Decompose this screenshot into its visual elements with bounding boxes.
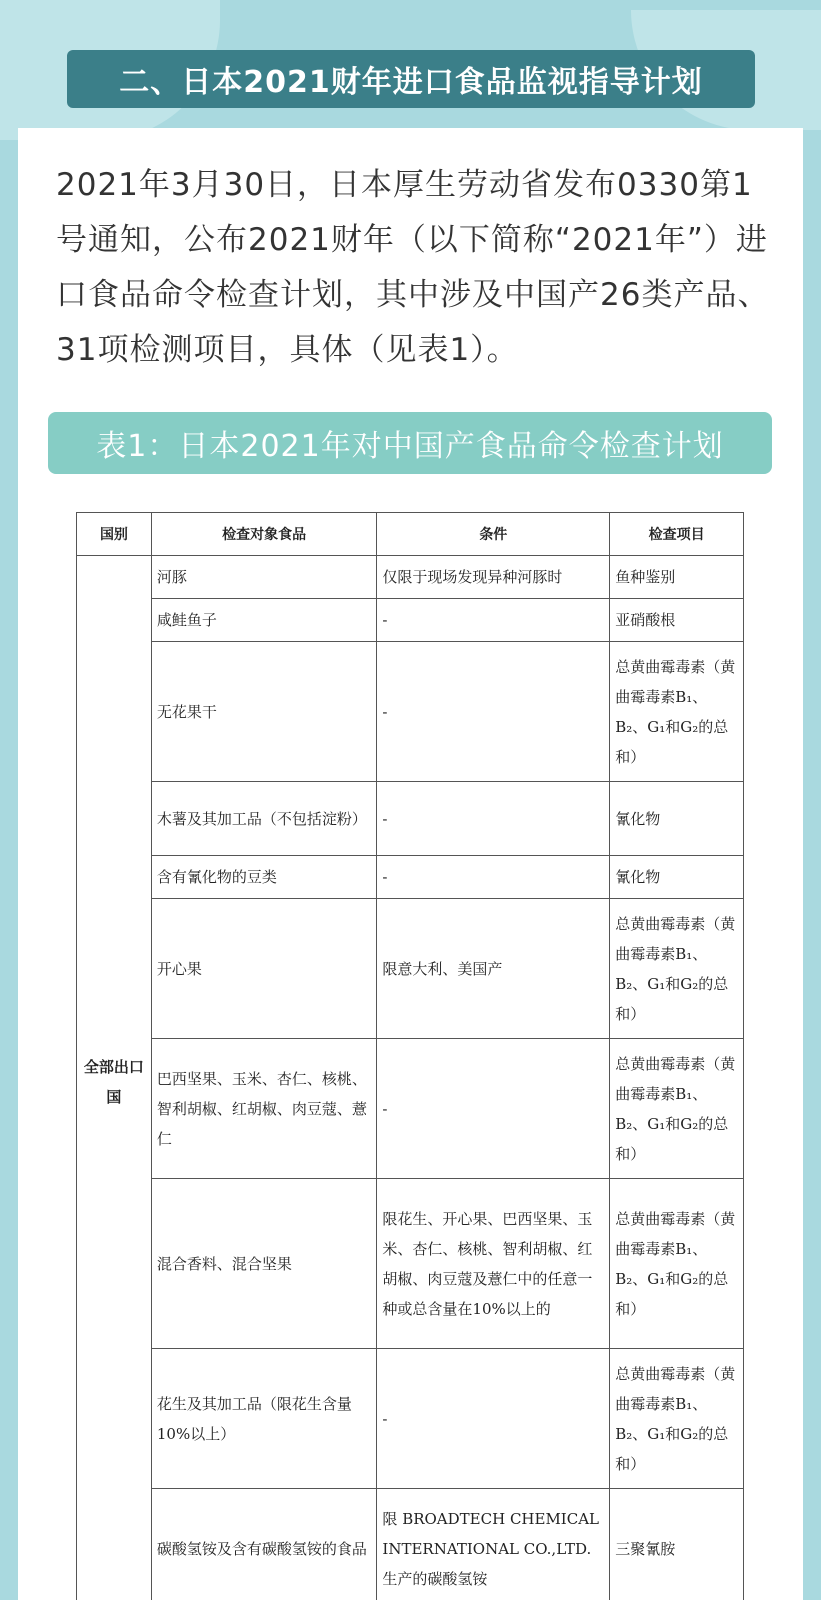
condition-cell: 限意大利、美国产 bbox=[377, 899, 610, 1039]
table-row bbox=[77, 856, 744, 899]
item-cell: 氰化物 bbox=[610, 782, 744, 856]
item-cell: 鱼种鉴别 bbox=[610, 556, 744, 599]
header-condition: 条件 bbox=[377, 513, 610, 556]
inspection-plan-table bbox=[76, 512, 744, 1600]
item-cell: 总黄曲霉毒素（黄曲霉毒素B₁、B₂、G₁和G₂的总和） bbox=[610, 1179, 744, 1349]
condition-cell: - bbox=[377, 599, 610, 642]
food-cell: 木薯及其加工品（不包括淀粉） bbox=[151, 782, 377, 856]
item-cell: 亚硝酸根 bbox=[610, 599, 744, 642]
food-cell: 无花果干 bbox=[151, 642, 377, 782]
condition-cell: 限花生、开心果、巴西坚果、玉米、杏仁、核桃、智利胡椒、红胡椒、肉豆蔻及薏仁中的任意一种或总含量在10%以上的 bbox=[377, 1179, 610, 1349]
table-row bbox=[77, 642, 744, 782]
food-cell: 开心果 bbox=[151, 899, 377, 1039]
header-country: 国别 bbox=[77, 513, 152, 556]
table-row bbox=[77, 782, 744, 856]
food-cell: 咸鲑鱼子 bbox=[151, 599, 377, 642]
food-cell: 巴西坚果、玉米、杏仁、核桃、智利胡椒、红胡椒、肉豆蔻、薏仁 bbox=[151, 1039, 377, 1179]
table-header-row bbox=[77, 513, 744, 556]
food-cell: 混合香料、混合坚果 bbox=[151, 1179, 377, 1349]
food-cell: 河豚 bbox=[151, 556, 377, 599]
header-food: 检查对象食品 bbox=[151, 513, 377, 556]
header-item: 检查项目 bbox=[610, 513, 744, 556]
table-row bbox=[77, 1349, 744, 1489]
condition-cell: - bbox=[377, 1349, 610, 1489]
item-cell: 总黄曲霉毒素（黄曲霉毒素B₁、B₂、G₁和G₂的总和） bbox=[610, 642, 744, 782]
item-cell: 氰化物 bbox=[610, 856, 744, 899]
condition-cell: - bbox=[377, 642, 610, 782]
country-cell: 全部出口国 bbox=[77, 556, 152, 1600]
food-cell: 含有氰化物的豆类 bbox=[151, 856, 377, 899]
table-row bbox=[77, 599, 744, 642]
condition-cell: - bbox=[377, 1039, 610, 1179]
table-row bbox=[77, 1179, 744, 1349]
table-row bbox=[77, 1039, 744, 1179]
intro-paragraph: 2021年3月30日，日本厚生劳动省发布0330第1号通知，公布2021财年（以下简称“2021年”）进口食品命令检查计划，其中涉及中国产26类产品、31项检测项目，具体（见表1）。 bbox=[56, 167, 770, 368]
item-cell: 总黄曲霉毒素（黄曲霉毒素B₁、B₂、G₁和G₂的总和） bbox=[610, 899, 744, 1039]
condition-cell: 限 BROADTECH CHEMICAL INTERNATIONAL CO.,LTD.生产的碳酸氢铵 bbox=[377, 1489, 610, 1600]
condition-cell: - bbox=[377, 782, 610, 856]
condition-cell: 仅限于现场发现异种河豚时 bbox=[377, 556, 610, 599]
item-cell: 总黄曲霉毒素（黄曲霉毒素B₁、B₂、G₁和G₂的总和） bbox=[610, 1039, 744, 1179]
condition-cell: - bbox=[377, 856, 610, 899]
section-title: 二、日本2021财年进口食品监视指导计划 bbox=[67, 50, 755, 108]
item-cell: 三聚氰胺 bbox=[610, 1489, 744, 1600]
table-row bbox=[77, 556, 744, 599]
table-row bbox=[77, 1489, 744, 1600]
food-cell: 花生及其加工品（限花生含量 10%以上） bbox=[151, 1349, 377, 1489]
item-cell: 总黄曲霉毒素（黄曲霉毒素B₁、B₂、G₁和G₂的总和） bbox=[610, 1349, 744, 1489]
food-cell: 碳酸氢铵及含有碳酸氢铵的食品 bbox=[151, 1489, 377, 1600]
table-row bbox=[77, 899, 744, 1039]
table-caption: 表1：日本2021年对中国产食品命令检查计划 bbox=[48, 412, 772, 474]
